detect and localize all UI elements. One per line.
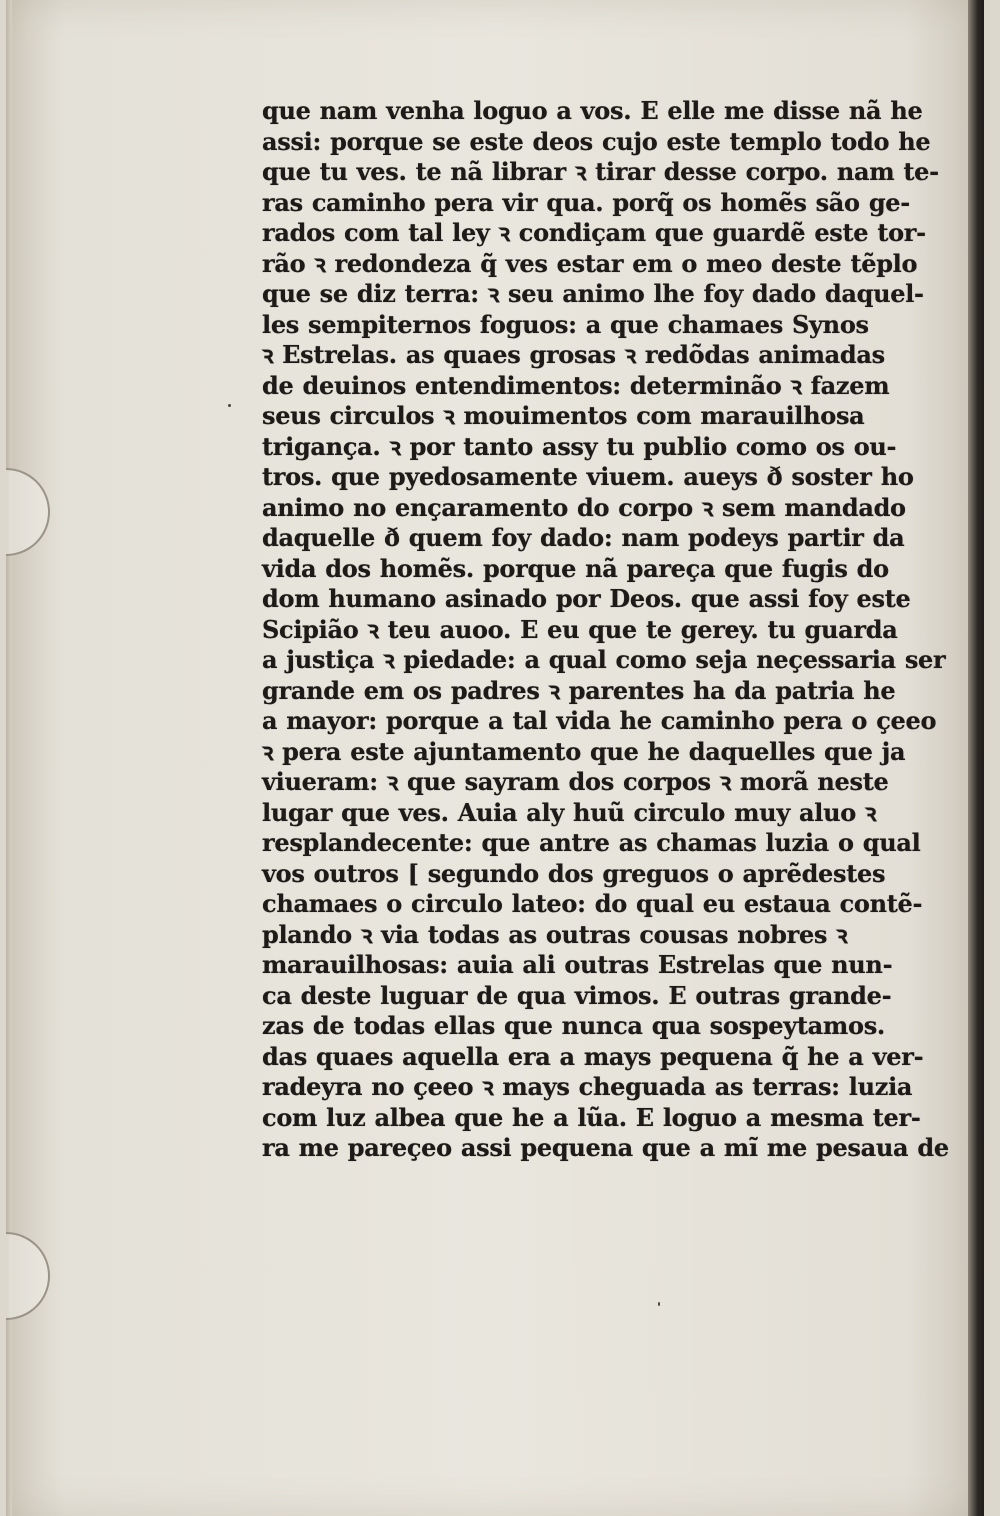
- text-line: seus circulos ꝛ mouimentos com marauilhosa: [262, 401, 865, 430]
- text-line: ꝛ pera este ajuntamento que he daquelles que ja: [262, 736, 906, 766]
- text-line: ꝛ Estrelas. as quaes grosas ꝛ redõdas animadas: [262, 340, 885, 369]
- text-line: dom humano asinado por Deos. que assi foy este: [262, 584, 911, 613]
- paper-speck: [658, 1302, 660, 1306]
- paper-speck: [228, 404, 231, 407]
- text-line: trigança. ꝛ por tanto assy tu publio como os ou-: [262, 431, 897, 461]
- text-column: [262, 96, 962, 1164]
- text-line: rados com tal ley ꝛ condiçam que guardẽ este tor-: [262, 218, 926, 247]
- binding-thread-top: [6, 468, 50, 556]
- text-line: a justiça ꝛ piedade: a qual como seja neçessaria ser: [262, 645, 946, 674]
- text-line: viueram: ꝛ que sayram dos corpos ꝛ morã neste: [262, 767, 889, 796]
- text-line: radeyra no çeeo ꝛ mays cheguada as terras: luzia: [262, 1072, 913, 1101]
- text-line: chamaes o circulo lateo: do qual eu estaua contẽ-: [262, 889, 923, 918]
- text-line: les sempiternos foguos: a que chamaes Synos: [262, 309, 869, 339]
- text-line: que tu ves. te nã librar ꝛ tirar desse corpo. nam te-: [262, 157, 939, 186]
- page-edge-shadow: [968, 0, 984, 1516]
- text-line: de deuinos entendimentos: determinão ꝛ fazem: [262, 370, 890, 400]
- text-line: vos outros [ segundo dos greguos o aprẽdestes: [262, 858, 886, 888]
- text-line: zas de todas ellas que nunca qua sospeytamos.: [262, 1011, 885, 1040]
- text-line: ca deste luguar de qua vimos. E outras grande-: [262, 980, 892, 1010]
- text-line: daquelle ð quem foy dado: nam podeys partir da: [262, 523, 905, 552]
- text-line: marauilhosas: auia ali outras Estrelas que nun-: [262, 950, 893, 979]
- text-line: plando ꝛ via todas as outras cousas nobres ꝛ: [262, 919, 848, 949]
- text-line: vida dos homẽs. porque nã pareça que fugis do: [262, 553, 889, 583]
- text-line: a mayor: porque a tal vida he caminho pera o çeeo: [262, 706, 937, 735]
- text-line: resplandecente: que antre as chamas luzia o qual: [262, 828, 921, 857]
- text-line: das quaes aquella era a mays pequena q̃ he a ver-: [262, 1041, 924, 1071]
- binding-thread-bottom: [6, 1232, 50, 1320]
- text-line: grande em os padres ꝛ parentes ha da patria he: [262, 675, 896, 705]
- text-line: rão ꝛ redondeza q̃ ves estar em o meo deste tẽplo: [262, 248, 918, 278]
- text-line: que se diz terra: ꝛ seu animo lhe foy dado daquel-: [262, 279, 924, 308]
- text-line: que nam venha loguo a vos. E elle me disse nã he: [262, 96, 923, 125]
- text-line: tros. que pyedosamente viuem. aueys ð soster ho: [262, 462, 914, 491]
- text-line: ras caminho pera vir qua. porq̃ os homẽs são ge-: [262, 187, 910, 217]
- book-page: [6, 0, 984, 1516]
- text-line: Scipião ꝛ teu auoo. E eu que te gerey. tu guarda: [262, 614, 898, 644]
- text-line: assi: porque se este deos cujo este templo todo he: [262, 126, 931, 156]
- text-line: animo no ençaramento do corpo ꝛ sem mandado: [262, 492, 906, 522]
- text-line: ra me pareçeo assi pequena que a mĩ me pesaua de: [262, 1133, 949, 1162]
- text-line: lugar que ves. Auia aly huũ circulo muy aluo ꝛ: [262, 797, 877, 827]
- text-line: com luz albea que he a lũa. E loguo a mesma ter-: [262, 1102, 921, 1132]
